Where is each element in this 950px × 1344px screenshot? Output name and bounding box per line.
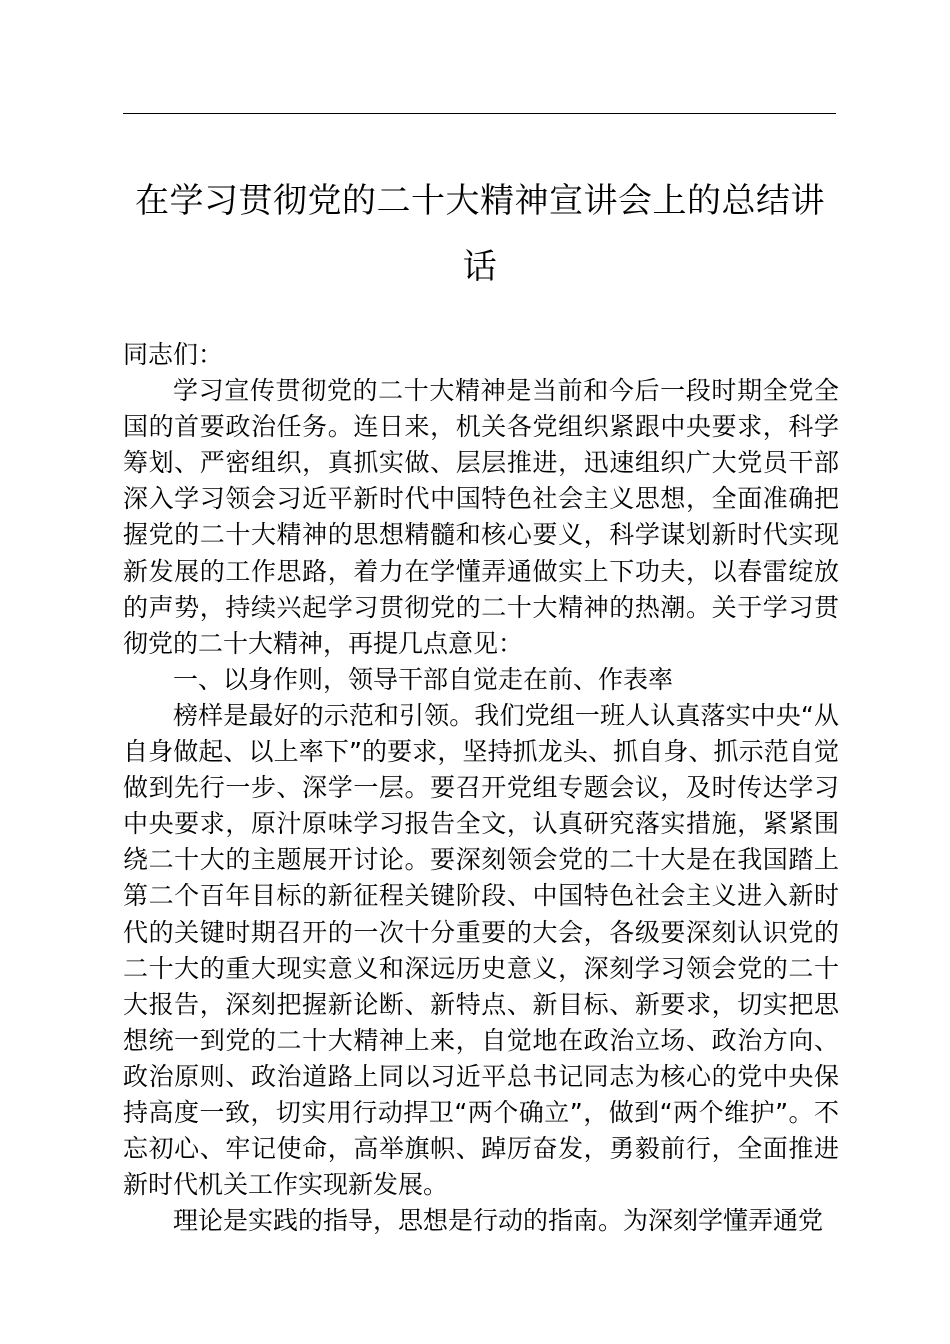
document-body <box>123 337 839 1239</box>
salutation: 同志们： <box>123 340 224 369</box>
section-heading-1: 一、以身作则，领导干部自觉走在前、作表率 <box>173 664 674 694</box>
body-paragraph-section-1: 榜样是最好的示范和引领。我们党组一班人认真落实中央“从自身做起、以上率下”的要求，坚持抓龙头、抓自身、抓示范自觉做到先行一步、深学一层。要召开党组专题会议，及时传达学习中央要求，原汁原味学习报告全文，认真研究落实措施，紧紧围绕二十大的主题展开讨论。要深刻领会党的二十大是在我国踏上第二个百年目标的新征程关键阶段、中国特色社会主义进入新时代的关键时期召开的一次十分重要的大会，各级要深刻认识党的二十大的重大现实意义和深远历史意义，深刻学习领会党的二十大报告，深刻把握新论断、新特点、新目标、新要求，切实把思想统一到党的二十大精神上来，自觉地在政治立场、政治方向、政治原则、政治道路上同以习近平总书记同志为核心的党中央保持高度一致，切实用行动捍卫“两个确立”，做到“两个维护”。不忘初心、牢记使命，高举旗帜、踔厉奋发，勇毅前行，全面推进新时代机关工作实现新发展。 <box>123 700 839 1200</box>
document-title: 在学习贯彻党的二十大精神宣讲会上的总结讲话 <box>135 181 825 287</box>
body-paragraph-continued: 理论是实践的指导，思想是行动的指南。为深刻学懂弄通党 <box>173 1206 824 1236</box>
header-rule <box>123 113 836 114</box>
body-paragraph-intro: 学习宣传贯彻党的二十大精神是当前和今后一段时期全党全国的首要政治任务。连日来，机关各党组织紧跟中央要求，科学筹划、严密组织，真抓实做、层层推进，迅速组织广大党员干部深入学习领会习近平新时代中国特色社会主义思想，全面准确把握党的二十大精神的思想精髓和核心要义，科学谋划新时代实现新发展的工作思路，着力在学懂弄通做实上下功夫，以春雷绽放的声势，持续兴起学习贯彻党的二十大精神的热潮。关于学习贯彻党的二十大精神，再提几点意见： <box>123 376 839 658</box>
